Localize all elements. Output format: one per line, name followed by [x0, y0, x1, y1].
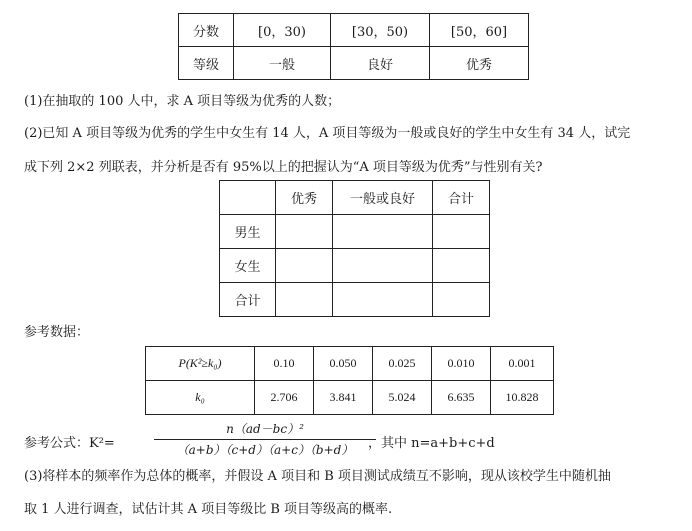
table-cell: 良好: [331, 47, 430, 80]
table-row: [146, 381, 554, 415]
table-cell: [0，30): [234, 14, 331, 47]
ref-data-label: 参考数据：: [24, 325, 90, 340]
table-cell: 0.10: [255, 347, 314, 381]
table-cell: 合计: [433, 181, 490, 215]
table-cell: 0.001: [491, 347, 554, 381]
table-cell: 10.828: [491, 381, 554, 415]
reference-formula: [24, 420, 584, 464]
table-cell: 6.635: [432, 381, 491, 415]
table-row: [179, 47, 529, 80]
table-cell: 一般或良好: [333, 181, 433, 215]
table-cell: 优秀: [276, 181, 333, 215]
table-cell: 2.706: [255, 381, 314, 415]
table-cell: [276, 215, 333, 249]
table-cell: 一般: [234, 47, 331, 80]
contingency-table: [219, 180, 490, 317]
table-cell: [220, 181, 276, 215]
fraction-bar: [154, 439, 376, 440]
table-cell: [433, 249, 490, 283]
table-cell: 女生: [220, 249, 276, 283]
table-cell: k₀: [146, 381, 255, 415]
question-3-line-1: (3)将样本的频率作为总体的概率，并假设 A 项目和 B 项目测试成绩互不影响，现从该校学生中随机抽: [24, 469, 611, 484]
table-cell: 0.050: [314, 347, 373, 381]
question-2-line-1: (2)已知 A 项目等级为优秀的学生中女生有 14 人，A 项目等级为一般或良好的学生中女生有 34 人，试完: [24, 126, 631, 141]
table-row: [179, 14, 529, 47]
table-cell: [333, 249, 433, 283]
formula-fraction: [152, 420, 378, 459]
question-1: (1)在抽取的 100 人中，求 A 项目等级为优秀的人数；: [24, 94, 341, 109]
table-cell: [276, 249, 333, 283]
table-row: [146, 347, 554, 381]
table-cell: 3.841: [314, 381, 373, 415]
formula-rhs: ，其中 n=a+b+c+d: [368, 436, 495, 451]
formula-lhs: 参考公式：K²=: [24, 436, 115, 451]
table-cell: [433, 215, 490, 249]
table-row: [220, 181, 490, 215]
table-cell: [30，50): [331, 14, 430, 47]
reference-table: [145, 346, 554, 415]
question-2-line-2: 成下列 2×2 列联表，并分析是否有 95%以上的把握认为“A 项目等级为优秀”与性别有关?: [24, 160, 543, 175]
table-cell: 合计: [220, 283, 276, 317]
table-cell: 0.025: [373, 347, 432, 381]
table-cell: 0.010: [432, 347, 491, 381]
table-cell: [276, 283, 333, 317]
question-3-line-2: 取 1 人进行调查，试估计其 A 项目等级比 B 项目等级高的概率.: [24, 502, 393, 517]
formula-denominator: （a+b）（c+d）（a+c）（b+d）: [176, 443, 354, 457]
table-cell: [333, 283, 433, 317]
table-cell: [50，60]: [430, 14, 529, 47]
table-cell: 优秀: [430, 47, 529, 80]
table-cell: 男生: [220, 215, 276, 249]
table-row: [220, 215, 490, 249]
grade-table: [178, 13, 529, 80]
table-cell: 5.024: [373, 381, 432, 415]
table-cell: 等级: [179, 47, 234, 80]
table-row: [220, 249, 490, 283]
table-cell: [433, 283, 490, 317]
table-row: [220, 283, 490, 317]
table-cell: [333, 215, 433, 249]
table-cell: 分数: [179, 14, 234, 47]
formula-numerator: n（ad－bc）²: [226, 422, 304, 436]
table-cell: P(K²≥k₀): [146, 347, 255, 381]
